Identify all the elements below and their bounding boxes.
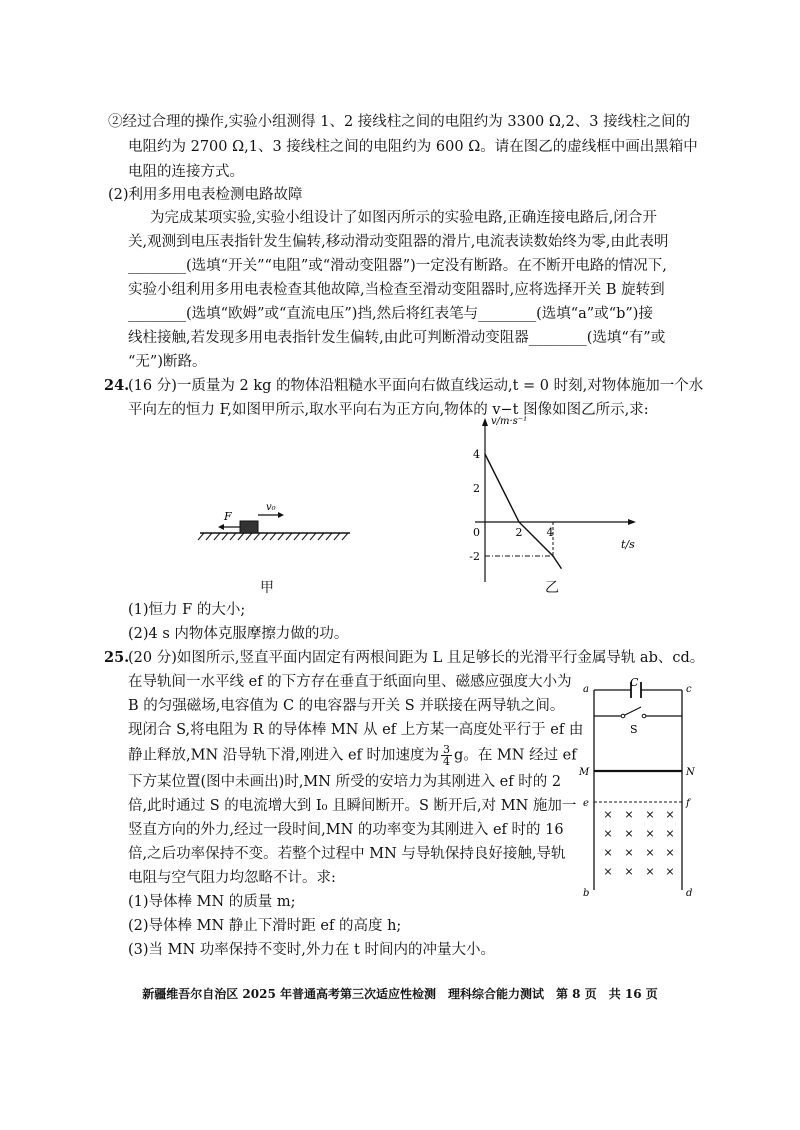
label-d: d — [686, 888, 693, 899]
field-cross-mark: × — [665, 827, 675, 840]
y-tick-label: -2 — [469, 550, 480, 563]
switch-label: S — [630, 723, 638, 736]
field-cross-mark: × — [603, 808, 613, 821]
label-f: f — [686, 798, 690, 809]
x-tick-label: 4 — [546, 526, 554, 539]
sub-question-title: (2)利用多用电表检测电路故障 — [108, 187, 303, 203]
text-line: 下方某位置(图中未画出)时,MN 所受的安培力为其刚进入 ef 时的 2 — [128, 774, 562, 790]
question-number: 25. — [104, 649, 130, 666]
text-line: 电阻与空气阻力均忽略不计。求: — [128, 870, 336, 886]
switch-contact — [642, 714, 646, 718]
field-cross-mark: × — [624, 865, 634, 878]
field-cross-mark: × — [665, 846, 675, 859]
text-line: 倍,此时通过 S 的电流增大到 I₀ 且瞬间断开。S 断开后,对 MN 施加一 — [128, 798, 577, 814]
y-axis-arrow — [482, 418, 488, 426]
x-tick-label: 2 — [515, 526, 523, 539]
field-cross-mark: × — [624, 846, 634, 859]
field-cross-mark: × — [624, 808, 634, 821]
figure-jia — [190, 500, 360, 600]
x-axis-label: t/s — [621, 538, 635, 551]
figure-yi-vt-graph — [455, 410, 655, 590]
accel-text-before: 静止释放,MN 沿导轨下滑,刚进入 ef 时加速度为 — [128, 747, 440, 764]
text-line: 竖直方向的外力,经过一段时间,MN 的功率变为其刚进入 ef 时的 16 — [128, 822, 564, 838]
fraction-denominator: 4 — [443, 755, 451, 768]
text-line: 为完成某项实验,实验小组设计了如图丙所示的实验电路,正确连接电路后,闭合开 — [150, 210, 657, 226]
x-axis-arrow — [628, 519, 636, 525]
text-line: ________(选填“开关”“电阻”或“滑动变阻器”)一定没有断路。在不断开电路的情况下, — [128, 258, 667, 274]
text-line: ________(选填“欧姆”或“直流电压”)挡,然后将红表笔与________(选填“a”或“b”)接 — [128, 306, 653, 322]
switch-contact — [621, 714, 625, 718]
label-e: e — [583, 798, 589, 809]
question-item: (1)恒力 F 的大小; — [128, 602, 246, 618]
text-line: (16 分)一质量为 2 kg 的物体沿粗糙水平面向右做直线运动,t = 0 时刻,对物体施加一个水 — [128, 378, 704, 394]
text-line: “无”)断路。 — [128, 354, 207, 370]
field-cross-mark: × — [665, 808, 675, 821]
velocity-label: v₀ — [266, 502, 276, 513]
text-line: 关,观测到电压表指针发生偏转,移动滑动变阻器的滑片,电流表读数始终为零,由此表明 — [128, 234, 669, 250]
question-item: (2)4 s 内物体克服摩擦力做的功。 — [128, 626, 349, 642]
y-axis-label: v/m·s⁻¹ — [491, 416, 528, 427]
block — [240, 521, 258, 533]
y-tick-label: 2 — [473, 482, 480, 495]
field-cross-mark: × — [665, 865, 675, 878]
label-c: c — [686, 684, 692, 695]
text-line: 倍,之后功率保持不变。若整个过程中 MN 与导轨保持良好接触,导轨 — [128, 846, 566, 862]
figure-caption-yi: 乙 — [545, 580, 559, 596]
field-cross-mark: × — [645, 865, 655, 878]
label-b: b — [583, 888, 590, 899]
figure-rails-circuit — [575, 678, 700, 903]
origin-label: 0 — [473, 526, 480, 539]
magnetic-field-region — [603, 808, 674, 878]
label-n: N — [686, 767, 695, 778]
question-number: 24. — [104, 377, 130, 394]
field-cross-mark: × — [645, 808, 655, 821]
fraction-three-quarters — [441, 744, 452, 767]
text-line: 平向左的恒力 F,如图甲所示,取水平向右为正方向,物体的 v−t 图像如图乙所示,求: — [128, 402, 649, 418]
series-line-v — [485, 454, 562, 569]
question-item: (2)导体棒 MN 静止下滑时距 ef 的高度 h; — [128, 918, 402, 934]
field-cross-mark: × — [645, 846, 655, 859]
capacitor-label: C — [630, 678, 639, 689]
accel-text-after: g。在 MN 经过 ef — [454, 747, 577, 764]
field-cross-mark: × — [603, 865, 613, 878]
text-line: (20 分)如图所示,竖直平面内固定有两根间距为 L 且足够长的光滑平行金属导轨 ab、cd。 — [128, 650, 705, 666]
force-label: F — [224, 510, 232, 523]
text-line: 线柱接触,若发现多用电表指针发生偏转,由此可判断滑动变阻器________(选填“有”或 — [128, 330, 666, 346]
field-cross-mark: × — [603, 846, 613, 859]
switch-lever — [623, 707, 641, 716]
label-a: a — [583, 684, 589, 695]
label-m: M — [579, 767, 590, 778]
text-line: ②经过合理的操作,实验小组测得 1、2 接线柱之间的电阻约为 3300 Ω,2、3 接线柱之间的 — [108, 114, 691, 130]
text-line: 实验小组利用多用电表检查其他故障,当检查至滑动变阻器时,应将选择开关 B 旋转到 — [128, 282, 665, 298]
field-cross-mark: × — [603, 827, 613, 840]
ground-hatching — [198, 533, 348, 540]
y-tick-label: 4 — [473, 448, 480, 461]
text-line: B 的匀强磁场,电容值为 C 的电容器与开关 S 并联接在两导轨之间。 — [128, 698, 565, 714]
text-line-with-fraction — [128, 744, 577, 767]
text-line: 电阻的连接方式。 — [128, 164, 244, 180]
text-line: 在导轨间一水平线 ef 的下方存在垂直于纸面向里、磁感应强度大小为 — [128, 674, 572, 690]
fraction-numerator: 3 — [443, 743, 451, 756]
question-item: (1)导体棒 MN 的质量 m; — [128, 894, 296, 910]
page-footer: 新疆维吾尔自治区 2025 年普通高考第三次适应性检测 理科综合能力测试 第 8 页 共 16 页 — [142, 987, 658, 1001]
question-item: (3)当 MN 功率保持不变时,外力在 t 时间内的冲量大小。 — [128, 942, 495, 958]
figure-caption-jia: 甲 — [260, 580, 274, 596]
field-cross-mark: × — [624, 827, 634, 840]
text-line: 电阻约为 2700 Ω,1、3 接线柱之间的电阻约为 600 Ω。请在图乙的虚线框中画出黑箱中 — [128, 139, 698, 155]
text-line: 现闭合 S,将电阻为 R 的导体棒 MN 从 ef 上方某一高度处平行于 ef 由 — [128, 722, 584, 738]
field-cross-mark: × — [645, 827, 655, 840]
